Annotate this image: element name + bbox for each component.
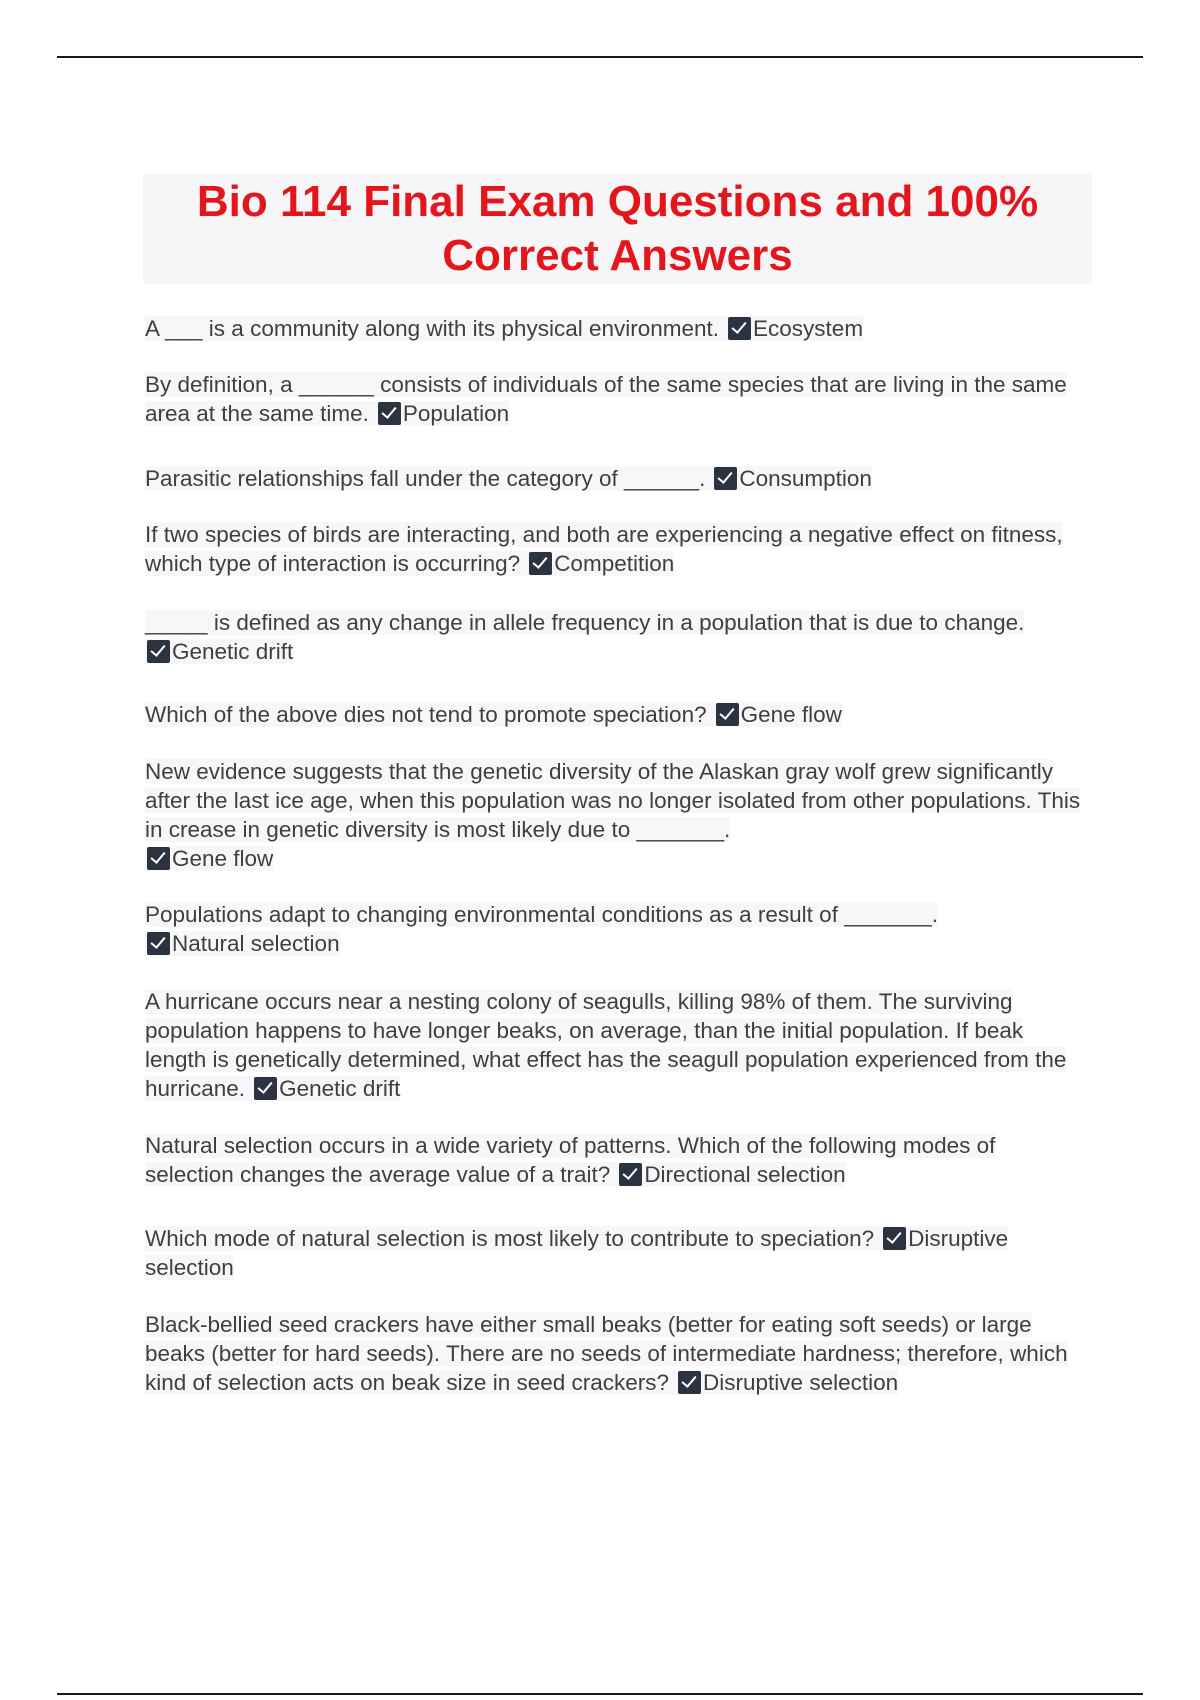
question-text: _____ is defined as any change in allele frequency in a population that is due to change. — [145, 610, 1025, 635]
qa-item-12 — [145, 1310, 1085, 1397]
check-icon — [529, 552, 552, 575]
answer-text: Ecosystem — [753, 316, 864, 341]
question-text: Which mode of natural selection is most likely to contribute to speciation? — [145, 1226, 875, 1251]
answer-text: Directional selection — [644, 1162, 846, 1187]
question-text: Parasitic relationships fall under the category of ______. — [145, 466, 706, 491]
answer-text: Genetic drift — [172, 639, 294, 664]
check-icon — [714, 467, 737, 490]
qa-item-6 — [145, 700, 1085, 729]
check-icon — [883, 1227, 906, 1250]
check-icon — [678, 1371, 701, 1394]
question-text: New evidence suggests that the genetic diversity of the Alaskan gray wolf grew significantly after the last ice age, when this population was no longer isolated from other populations. This in crease in genetic diversity is most likely due to _______. — [145, 759, 1081, 842]
question-text: Which of the above dies not tend to promote speciation? — [145, 702, 707, 727]
qa-item-8 — [145, 900, 1085, 958]
qa-item-2 — [145, 370, 1085, 428]
qa-item-5 — [145, 608, 1085, 666]
answer-text: Disruptive selection — [703, 1370, 899, 1395]
question-text: A ___ is a community along with its physical environment. — [145, 316, 720, 341]
question-text: If two species of birds are interacting, and both are experiencing a negative effect on fitness, which type of interaction is occurring? — [145, 522, 1063, 576]
bottom-rule — [57, 1693, 1143, 1695]
qa-item-3 — [145, 464, 1085, 493]
question-text: A hurricane occurs near a nesting colony of seagulls, killing 98% of them. The surviving population happens to have longer beaks, on average, than the initial population. If beak length is genetically determined, what effect has the seagull population experienced from the hurricane. — [145, 989, 1067, 1101]
answer-text: Genetic drift — [279, 1076, 401, 1101]
check-icon — [619, 1163, 642, 1186]
top-rule — [57, 56, 1143, 58]
answer-text: Gene flow — [740, 702, 842, 727]
qa-item-10 — [145, 1131, 1085, 1189]
question-text: Black-bellied seed crackers have either small beaks (better for eating soft seeds) or large beaks (better for hard seeds). There are no seeds of intermediate hardness; therefore, which kind of selection acts on beak size in seed crackers? — [145, 1312, 1068, 1395]
check-icon — [147, 847, 170, 870]
qa-item-1 — [145, 314, 1085, 343]
document-title: Bio 114 Final Exam Questions and 100% Correct Answers — [196, 177, 1039, 280]
qa-item-4 — [145, 520, 1085, 578]
answer-text: Gene flow — [172, 846, 274, 871]
answer-text: Consumption — [739, 466, 872, 491]
answer-text: Disruptive selection — [145, 1226, 1009, 1280]
check-icon — [147, 932, 170, 955]
answer-text: Competition — [554, 551, 675, 576]
qa-item-11 — [145, 1224, 1085, 1282]
title-block — [143, 174, 1092, 284]
question-text: Natural selection occurs in a wide variety of patterns. Which of the following modes of selection changes the average value of a trait? — [145, 1133, 996, 1187]
qa-item-9 — [145, 987, 1085, 1103]
check-icon — [147, 640, 170, 663]
qa-item-7 — [145, 757, 1085, 873]
check-icon — [378, 402, 401, 425]
answer-text: Population — [402, 401, 510, 426]
check-icon — [254, 1077, 277, 1100]
check-icon — [716, 703, 739, 726]
question-text: Populations adapt to changing environmental conditions as a result of _______. — [145, 902, 939, 927]
check-icon — [728, 317, 751, 340]
question-text: By definition, a ______ consists of individuals of the same species that are living in the same area at the same time. — [145, 372, 1067, 426]
answer-text: Natural selection — [172, 931, 340, 956]
